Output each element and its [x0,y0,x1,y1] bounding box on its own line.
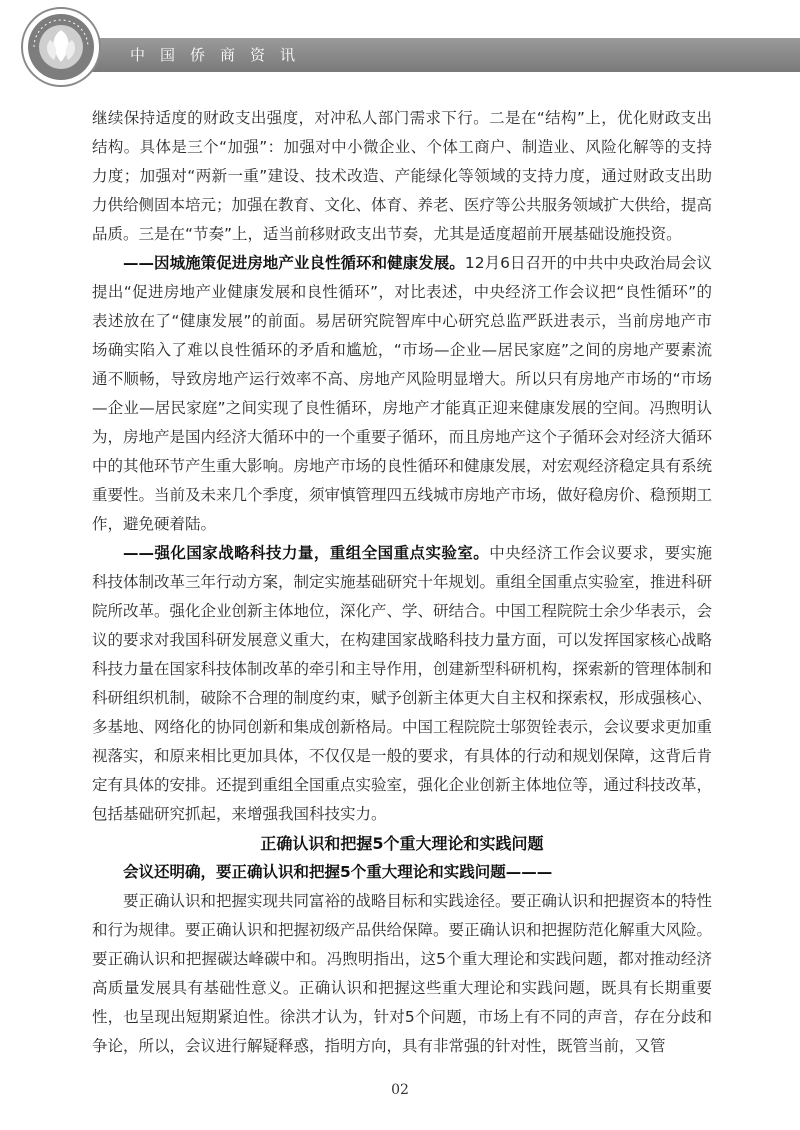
header-title: 中国侨商资讯 [130,46,311,64]
paragraph-lead: ——因城施策促进房地产业良性循环和健康发展。 [123,254,465,272]
paragraph [92,104,712,249]
paragraph [92,887,712,1061]
paragraph [92,249,712,539]
organization-logo [20,6,102,88]
page-header [0,0,800,90]
paragraph-text: 中央经济工作会议要求，要实施科技体制改革三年行动方案，制定实施基础研究十年规划。重组全国重点实验室，推进科研院所改革。强化企业创新主体地位，深化产、学、研结合。中国工程院院士余少华表示，会议的要求对我国科研发展意义重大，在构建国家战略科技力量方面，可以发挥国家核心战略科技力量在国家科技体制改革的牵引和主导作用，创建新型科研机构，探索新的管理体制和科研组织机制，破除不合理的制度约束，赋予创新主体更大自主权和探索权，形成强核心、多基地、网络化的协同创新和集成创新格局。中国工程院院士邬贺铨表示，会议要求更加重视落实，和原来相比更加具体，不仅仅是一般的要求，有具体的行动和规划保障，这背后肯定有具体的安排。还提到重组全国重点实验室，强化企业创新主体地位等，通过科技改革，包括基础研究抓起，来增强我国科技实力。 [92,544,713,823]
paragraph [92,539,712,829]
paragraph-lead: ——强化国家战略科技力量，重组全国重点实验室。 [123,544,490,562]
page-number: 02 [391,1082,409,1098]
paragraph-text: 继续保持适度的财政支出强度，对冲私人部门需求下行。二是在“结构”上，优化财政支出结构。具体是三个“加强”：加强对中小微企业、个体工商户、制造业、风险化解等的支持力度；加强对“两新一重”建设、技术改造、产能绿化等领域的支持力度，通过财政支出助力供给侧固本培元；加强在教育、文化、体育、养老、医疗等公共服务领域扩大供给，提高品质。三是在“节奏”上，适当前移财政支出节奏，尤其是适度超前开展基础设施投资。 [92,109,713,243]
section-title: 正确认识和把握5个重大理论和实践问题 [260,834,544,853]
paragraph-text: 要正确认识和把握实现共同富裕的战略目标和实践途径。要正确认识和把握资本的特性和行为规律。要正确认识和把握初级产品供给保障。要正确认识和把握防范化解重大风险。要正确认识和把握碳达峰碳中和。冯煦明指出，这5个重大理论和实践问题，都对推动经济高质量发展具有基础性意义。正确认识和把握这些重大理论和实践问题，既具有长期重要性，也呈现出短期紧迫性。徐洪才认为，针对5个问题，市场上有不同的声音，存在分歧和争论，所以，会议进行解疑释惑，指明方向，具有非常强的针对性，既管当前，又管 [92,892,713,1055]
article-body [92,104,712,1061]
sub-heading: 会议还明确，要正确认识和把握5个重大理论和实践问题——— [123,863,553,881]
paragraph-text: 12月6日召开的中共中央政治局会议提出“促进房地产业健康发展和良性循环”，对比表述，中央经济工作会议把“良性循环”的表述放在了“健康发展”的前面。易居研究院智库中心研究总监严跃进表示，当前房地产市场确实陷入了难以良性循环的矛盾和尴尬，“市场—企业—居民家庭”之间的房地产要素流通不顺畅，导致房地产运行效率不高、房地产风险明显增大。所以只有房地产市场的“市场—企业—居民家庭”之间实现了良性循环，房地产才能真正迎来健康发展的空间。冯煦明认为，房地产是国内经济大循环中的一个重要子循环，而且房地产这个子循环会对经济大循环中的其他环节产生重大影响。房地产市场的良性循环和健康发展，对宏观经济稳定具有系统重要性。当前及未来几个季度，须审慎管理四五线城市房地产市场，做好稳房价、稳预期工作，避免硬着陆。 [92,254,713,533]
